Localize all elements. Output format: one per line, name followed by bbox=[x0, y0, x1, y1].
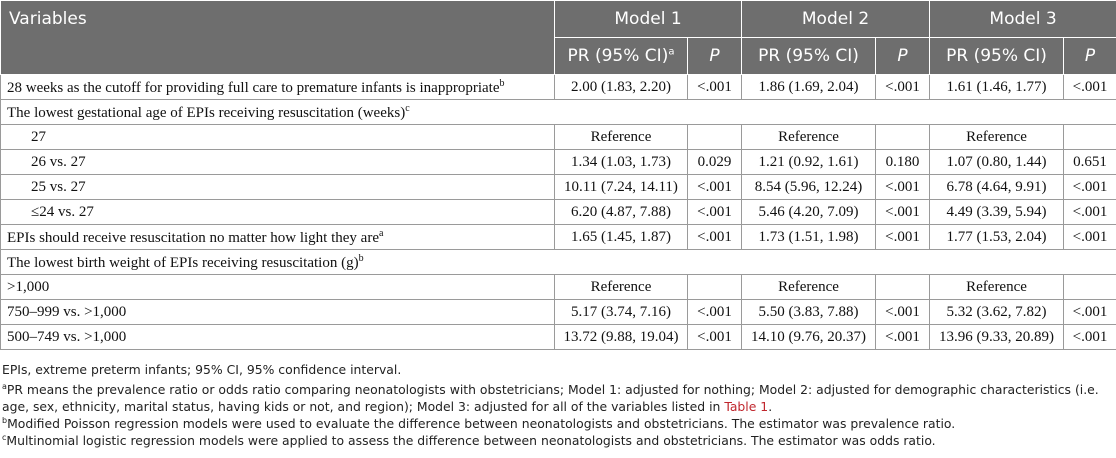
pr-cell: 1.34 (1.03, 1.73) bbox=[555, 150, 688, 175]
header-p-2: P bbox=[876, 38, 930, 75]
pr-cell: Reference bbox=[930, 125, 1064, 150]
table-body bbox=[1, 75, 1116, 350]
p-value-cell: <.001 bbox=[1064, 75, 1116, 100]
p-value-cell: <.001 bbox=[688, 75, 742, 100]
pr-cell: Reference bbox=[555, 125, 688, 150]
p-value-cell: <.001 bbox=[1064, 175, 1116, 200]
pr-cell: 5.17 (3.74, 7.16) bbox=[555, 300, 688, 325]
p-value-cell: <.001 bbox=[876, 200, 930, 225]
row-label: 28 weeks as the cutoff for providing full care to premature infants is inappropriate$^b$ bbox=[1, 75, 555, 100]
table-row bbox=[1, 175, 1116, 200]
pr-cell: 5.50 (3.83, 7.88) bbox=[742, 300, 876, 325]
pr-cell: Reference bbox=[555, 275, 688, 300]
table-row bbox=[1, 100, 1116, 125]
pr-cell: 8.54 (5.96, 12.24) bbox=[742, 175, 876, 200]
pr-cell: 1.86 (1.69, 2.04) bbox=[742, 75, 876, 100]
p-value-cell: 0.029 bbox=[688, 150, 742, 175]
pr-cell: 6.20 (4.87, 7.88) bbox=[555, 200, 688, 225]
p-value-cell: <.001 bbox=[876, 300, 930, 325]
row-label: 27 bbox=[1, 125, 555, 150]
p-value-cell: <.001 bbox=[688, 175, 742, 200]
footnote-b: $^b$Modified Poisson regression models were used to evaluate the difference between neonatologists and obstetricians. The estimator was prevalence ratio. bbox=[2, 416, 956, 432]
pr-cell: 10.11 (7.24, 14.11) bbox=[555, 175, 688, 200]
table-row bbox=[1, 275, 1116, 300]
table-1-link[interactable]: Table 1 bbox=[724, 399, 769, 415]
pr-cell: 13.96 (9.33, 20.89) bbox=[930, 325, 1064, 350]
p-value-cell: <.001 bbox=[876, 325, 930, 350]
row-label: 750–999 vs. >1,000 bbox=[1, 300, 555, 325]
pr-cell: Reference bbox=[742, 125, 876, 150]
footnote-abbreviations: EPIs, extreme preterm infants; 95% CI, 95% confidence interval. bbox=[2, 362, 402, 377]
p-value-cell: <.001 bbox=[1064, 325, 1116, 350]
p-value-cell: <.001 bbox=[876, 225, 930, 250]
row-label: EPIs should receive resuscitation no matter how light they are$^a$ bbox=[1, 225, 555, 250]
pr-cell: 1.07 (0.80, 1.44) bbox=[930, 150, 1064, 175]
row-label: The lowest gestational age of EPIs receiving resuscitation (weeks)$^c$ bbox=[1, 100, 1116, 125]
footnote-a: $^a$PR means the prevalence ratio or odds ratio comparing neonatologists with obstetricians; Model 1: adjusted for nothing; Model 2: adjusted for demographic characteristics (i.e. age, sex, ethnicity, marital status, having kids or not, and region); Model 3: adjusted for all of the variables listed in Table 1. bbox=[2, 382, 1099, 415]
row-label: ≤24 vs. 27 bbox=[1, 200, 555, 225]
pr-cell: 4.49 (3.39, 5.94) bbox=[930, 200, 1064, 225]
header-pr-2: PR (95% CI) bbox=[742, 38, 876, 75]
header-model-1: Model 1 bbox=[555, 1, 742, 38]
table-row bbox=[1, 200, 1116, 225]
p-value-cell bbox=[876, 275, 930, 300]
p-value-cell: <.001 bbox=[688, 225, 742, 250]
p-value-cell: <.001 bbox=[1064, 200, 1116, 225]
header-pr-1: PR (95% CI)$^a$ bbox=[555, 38, 688, 75]
p-value-cell: <.001 bbox=[688, 325, 742, 350]
pr-cell: 5.32 (3.62, 7.82) bbox=[930, 300, 1064, 325]
pr-cell: Reference bbox=[742, 275, 876, 300]
p-value-cell bbox=[688, 125, 742, 150]
header-model-2: Model 2 bbox=[742, 1, 930, 38]
p-value-cell bbox=[1064, 275, 1116, 300]
table-row bbox=[1, 75, 1116, 100]
table-row bbox=[1, 225, 1116, 250]
header-pr-3: PR (95% CI) bbox=[930, 38, 1064, 75]
p-value-cell: 0.651 bbox=[1064, 150, 1116, 175]
table-row bbox=[1, 250, 1116, 275]
p-value-cell: <.001 bbox=[876, 175, 930, 200]
table-row bbox=[1, 150, 1116, 175]
pr-cell: 1.77 (1.53, 2.04) bbox=[930, 225, 1064, 250]
pr-cell: 1.65 (1.45, 1.87) bbox=[555, 225, 688, 250]
header-model-3: Model 3 bbox=[930, 1, 1116, 38]
footnote-c: $^c$Multinomial logistic regression models were applied to assess the difference between neonatologists and obstetricians. The estimator was odds ratio. bbox=[2, 433, 936, 449]
p-value-cell: <.001 bbox=[876, 75, 930, 100]
pr-cell: 1.61 (1.46, 1.77) bbox=[930, 75, 1064, 100]
pr-cell: 6.78 (4.64, 9.91) bbox=[930, 175, 1064, 200]
table-row bbox=[1, 125, 1116, 150]
table-row bbox=[1, 325, 1116, 350]
p-value-cell: 0.180 bbox=[876, 150, 930, 175]
pr-cell: 1.21 (0.92, 1.61) bbox=[742, 150, 876, 175]
p-value-cell: <.001 bbox=[1064, 300, 1116, 325]
row-label: 26 vs. 27 bbox=[1, 150, 555, 175]
row-label: 500–749 vs. >1,000 bbox=[1, 325, 555, 350]
pr-cell: 14.10 (9.76, 20.37) bbox=[742, 325, 876, 350]
header-p-3: P bbox=[1064, 38, 1116, 75]
p-value-cell bbox=[688, 275, 742, 300]
pr-cell: 2.00 (1.83, 2.20) bbox=[555, 75, 688, 100]
header-variables: Variables bbox=[1, 1, 555, 75]
p-value-cell: <.001 bbox=[688, 200, 742, 225]
pr-cell: 1.73 (1.51, 1.98) bbox=[742, 225, 876, 250]
pr-cell: 13.72 (9.88, 19.04) bbox=[555, 325, 688, 350]
table-row bbox=[1, 300, 1116, 325]
p-value-cell: <.001 bbox=[1064, 225, 1116, 250]
p-value-cell bbox=[876, 125, 930, 150]
row-label: 25 vs. 27 bbox=[1, 175, 555, 200]
header-p-1: P bbox=[688, 38, 742, 75]
p-value-cell bbox=[1064, 125, 1116, 150]
pr-cell: 5.46 (4.20, 7.09) bbox=[742, 200, 876, 225]
pr-cell: Reference bbox=[930, 275, 1064, 300]
row-label: >1,000 bbox=[1, 275, 555, 300]
p-value-cell: <.001 bbox=[688, 300, 742, 325]
row-label: The lowest birth weight of EPIs receiving resuscitation $(g)^b$ bbox=[1, 250, 1116, 275]
